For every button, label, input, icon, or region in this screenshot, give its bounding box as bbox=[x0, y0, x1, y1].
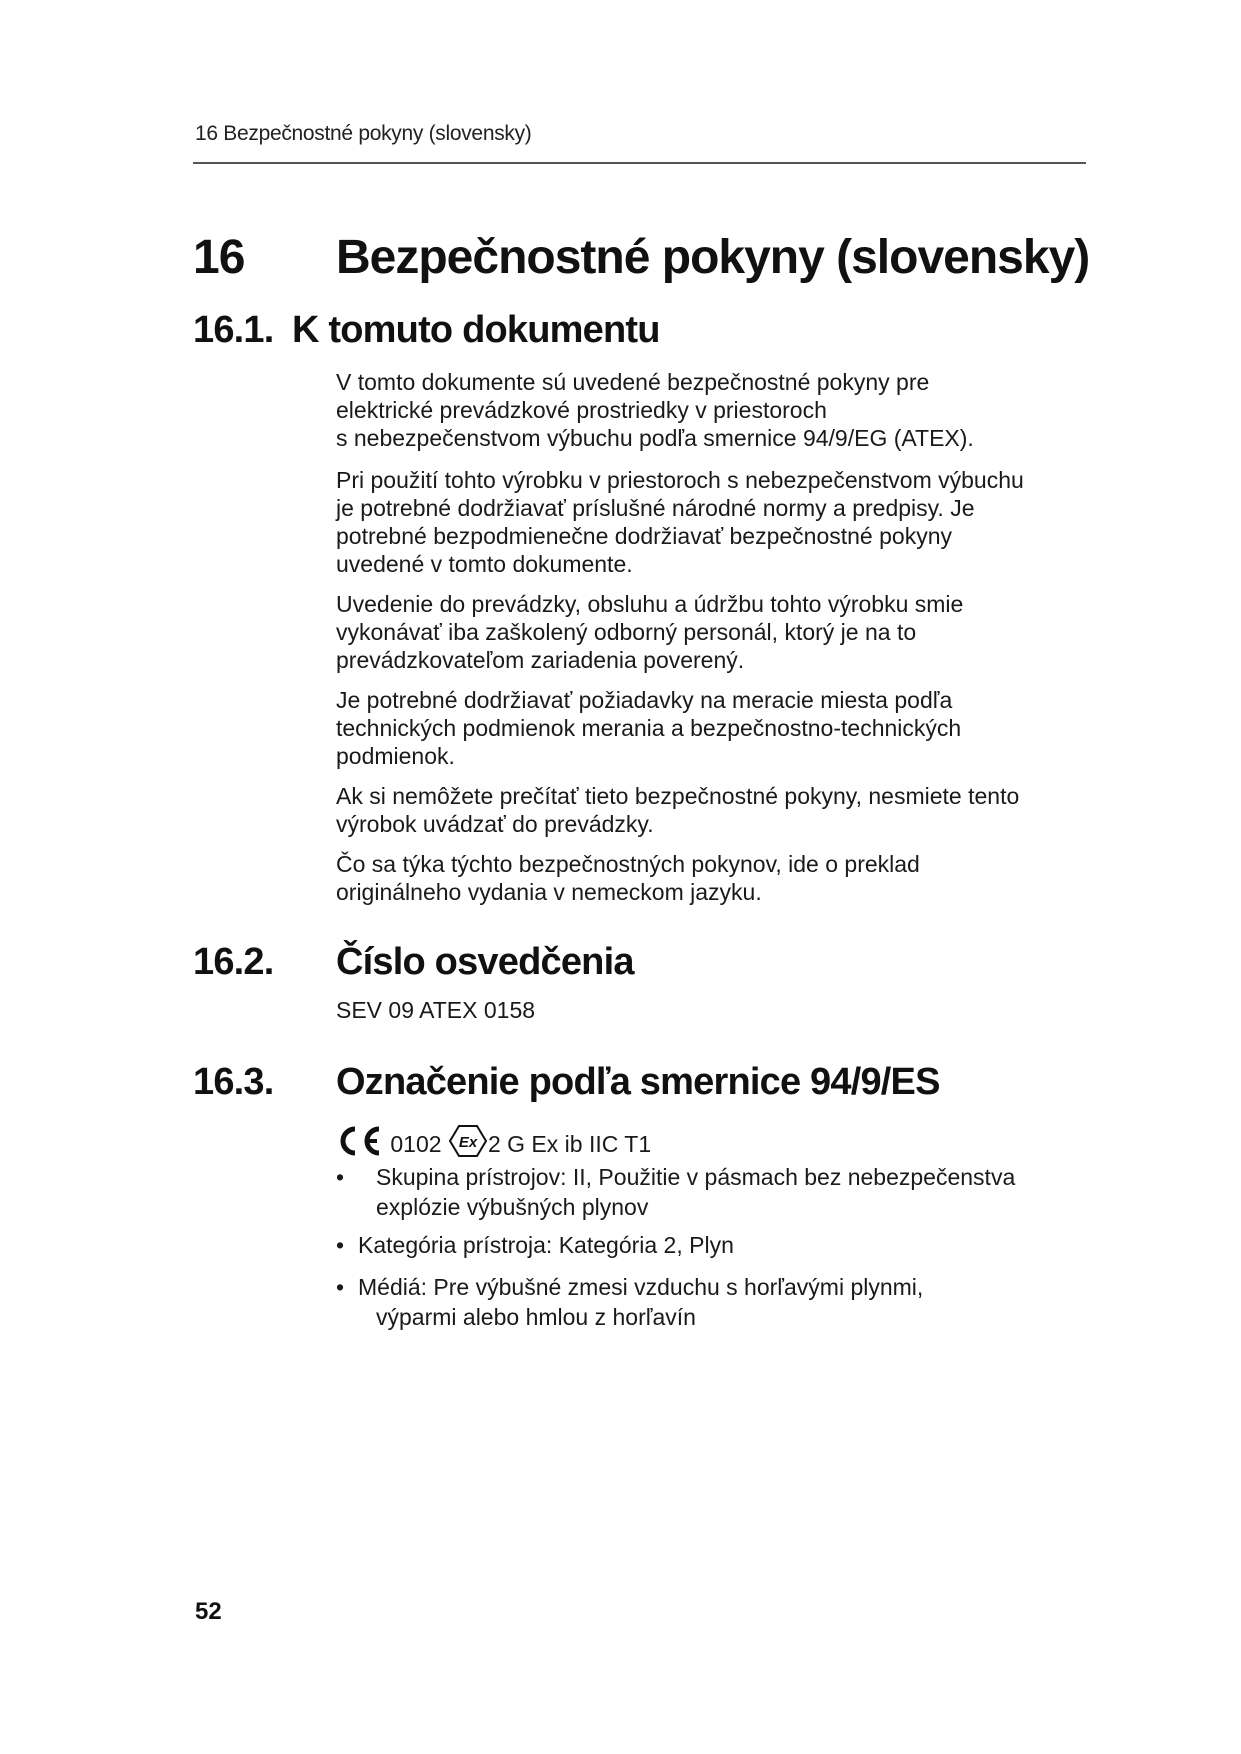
text-line: Je potrebné dodržiavať požiadavky na meracie miesta podľa bbox=[336, 687, 953, 713]
certificate-number: SEV 09 ATEX 0158 bbox=[336, 997, 536, 1023]
text-line: výparmi alebo hmlou z horľavín bbox=[376, 1304, 696, 1330]
text-line: podmienok. bbox=[336, 743, 455, 769]
bullet-icon: • bbox=[336, 1164, 345, 1190]
ex-hexagon-icon bbox=[448, 1124, 488, 1158]
protection-code: 2 G Ex ib IIC T1 bbox=[487, 1131, 652, 1157]
section-number: 16.1. bbox=[193, 309, 274, 351]
paragraph bbox=[336, 466, 1086, 578]
text-line: Ak si nemôžete prečítať tieto bezpečnostné pokyny, nesmiete tento bbox=[336, 783, 1020, 809]
paragraph bbox=[336, 782, 1086, 838]
bullet-icon: • bbox=[336, 1232, 345, 1258]
paragraph bbox=[336, 686, 1086, 770]
atex-marking bbox=[336, 1124, 651, 1159]
section-number: 16.3. bbox=[193, 1061, 274, 1103]
text-line: originálneho vydania v nemeckom jazyku. bbox=[336, 879, 762, 905]
text-line: Čo sa týka týchto bezpečnostných pokynov, ide o preklad bbox=[336, 851, 920, 877]
text-line: Skupina prístrojov: II, Použitie v pásmach bez nebezpečenstva bbox=[376, 1164, 1016, 1190]
header-rule bbox=[193, 162, 1086, 164]
text-line: prevádzkovateľom zariadenia poverený. bbox=[336, 647, 745, 673]
paragraph bbox=[336, 368, 1086, 452]
ce-mark-icon bbox=[336, 1124, 384, 1158]
text-line: uvedené v tomto dokumente. bbox=[336, 551, 633, 577]
text-line: Médiá: Pre výbušné zmesi vzduchu s horľavými plynmi, bbox=[358, 1274, 924, 1300]
text-line: elektrické prevádzkové prostriedky v priestoroch bbox=[336, 397, 827, 423]
running-header: 16 Bezpečnostné pokyny (slovensky) bbox=[195, 122, 532, 145]
paragraph bbox=[336, 850, 1086, 906]
text-line: potrebné bezpodmienečne dodržiavať bezpečnostné pokyny bbox=[336, 523, 952, 549]
svg-text:Ex: Ex bbox=[458, 1134, 478, 1151]
paragraph bbox=[336, 590, 1086, 674]
text-line: výrobok uvádzať do prevádzky. bbox=[336, 811, 654, 837]
section-number: 16.2. bbox=[193, 941, 274, 983]
text-line: technických podmienok merania a bezpečnostno-technických bbox=[336, 715, 962, 741]
text-line: je potrebné dodržiavať príslušné národné normy a predpisy. Je bbox=[336, 495, 975, 521]
section-title: K tomuto dokumentu bbox=[292, 309, 660, 351]
text-line: Pri použití tohto výrobku v priestoroch s nebezpečenstvom výbuchu bbox=[336, 467, 1024, 493]
text-line: vykonávať iba zaškolený odborný personál, ktorý je na to bbox=[336, 619, 917, 645]
chapter-number: 16 bbox=[193, 231, 245, 284]
text-line: Kategória prístroja: Kategória 2, Plyn bbox=[358, 1232, 734, 1258]
section-title: Číslo osvedčenia bbox=[336, 941, 634, 983]
bullet-icon: • bbox=[336, 1274, 345, 1300]
text-line: Uvedenie do prevádzky, obsluhu a údržbu tohto výrobku smie bbox=[336, 591, 964, 617]
list-item bbox=[336, 1272, 1096, 1332]
list-item bbox=[336, 1230, 1096, 1260]
notified-body-number: 0102 bbox=[390, 1131, 442, 1157]
text-line: V tomto dokumente sú uvedené bezpečnostné pokyny pre bbox=[336, 369, 930, 395]
list-item bbox=[336, 1162, 1096, 1222]
text-line: s nebezpečenstvom výbuchu podľa smernice 94/9/EG (ATEX). bbox=[336, 425, 974, 451]
section-title: Označenie podľa smernice 94/9/ES bbox=[336, 1061, 940, 1103]
text-line: explózie výbušných plynov bbox=[376, 1194, 649, 1220]
chapter-title: Bezpečnostné pokyny (slovensky) bbox=[336, 231, 1090, 284]
page-number: 52 bbox=[195, 1598, 222, 1625]
